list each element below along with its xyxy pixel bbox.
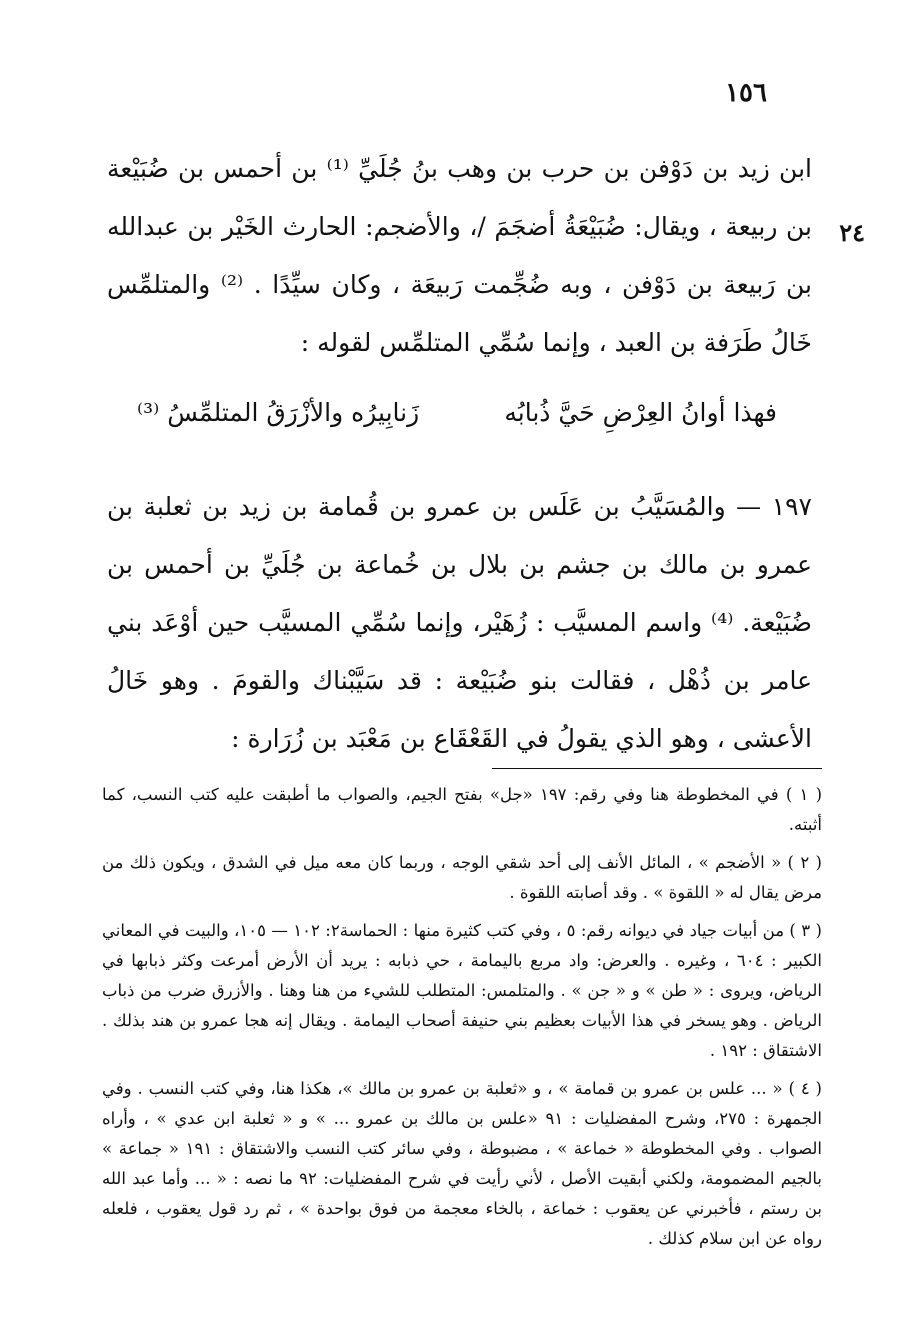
footnote-separator (492, 768, 822, 769)
paragraph-al-musayyab: ١٩٧ — والمُسَيَّبُ بن عَلَس بن عمرو بن قُمامة بن زيد بن ثعلبة بن عمرو بن مالك بن جشم بن بلال بن خُماعة بن جُلَيِّ بن أحمس بن ضُبَيْعة. ⁽⁴⁾ واسم المسيَّب : زُهَيْر، وإنما سُمِّي المسيَّب حين أوْعَد بني عامر بن ذُهْل ، فقالت بنو ضُبَيْعة : قد سَيَّبْناك والقومَ . وهو خَالُ الأعشى ، وهو الذي يقولُ في القَعْقَاع بن مَعْبَد بن زُرَارة : (107, 492, 812, 753)
page-number: ١٥٦ (725, 78, 767, 108)
footnote-3: ( ٣ ) من أبيات جياد في ديوانه رقم: ٥ ، وفي كتب كثيرة منها : الحماسة٢: ١٠٢ — ١٠٥، والبيت في المعاني الكبير : ٦٠٤ ، وغيره . والعرض: واد مربع باليمامة ، حي ذبابه : يريد أن الأرض أمرعت وكثر ذبابها في الرياض، ويروى : « طن » و « جن » . والمتلمس: المتطلب للشيء من هنا وهنا . والأزرق ضرب من ذباب الرياض . وهو يسخر في هذا الأبيات بعظيم بني حنيفة أصحاب اليمامة . ويقال إنه هجا عمرو بن هند بذلك . الاشتقاق : ١٩٢ . (102, 921, 822, 1060)
entry-197-block (107, 478, 812, 768)
paragraph-al-mutalammis: ابن زيد بن دَوْفن بن حرب بن وهب بنُ جُلَيِّ ⁽¹⁾ بن أحمس بن ضُبَيْعة بن ربيعة ، ويقال: ضُبَيْعَةُ أضجَمَ /، والأضجم: الحارث الخَيْر بن عبدالله بن رَبيعة بن دَوْفن ، وبه ضُجِّمت رَبيعَة ، وكان سيِّدًا . ⁽²⁾ والمتلمِّس خَالُ طَرَفة بن العبد ، وإنما سُمِّي المتلمِّس لقوله : (107, 154, 813, 357)
footnotes-section (102, 780, 822, 1262)
verse-first-hemistich: فهذا أوانُ العِرْضِ حَيَّ ذُبابُه (504, 398, 777, 427)
footnote-4: ( ٤ ) « ... علس بن عمرو بن قمامة » ، و «ثعلبة بن عمرو بن مالك »، هكذا هنا، وفي كتب النسب . وفي الجمهرة : ٢٧٥، وشرح المفضليات : ٩١ «علس بن مالك بن عمرو ... » و « ثعلبة ابن عدي » ، وأراه الصواب . وفي المخطوطة « خماعة » ، مضبوطة ، وفي سائر كتب النسب والاشتقاق : ١٩١ « جماعة » بالجيم المضمومة، ولكني أبقيت الأصل ، لأني رأيت في شرح المفضليات: ٩٢ ما نصه : « ... وأما عبد الله بن رستم ، فأخبرني عن يعقوب : خماعة ، بالخاء معجمة من فوق بواحدة » ، ثم رد قول يعقوب ، فلعله رواه عن ابن سلام كذلك . (102, 1079, 822, 1248)
verse-second-hemistich: زَنابِيرُه والأزْرَقُ المتلمِّسُ ⁽³⁾ (137, 398, 420, 427)
margin-line-number: ٢٤ (839, 218, 865, 247)
main-text-block (107, 140, 812, 372)
footnote-2: ( ٢ ) « الأضجم » ، المائل الأنف إلى أحد شقي الوجه ، وربما كان معه ميل في الشدق ، ويكون ذلك من مرض يقال له « اللقوة » . وقد أصابته اللقوة . (102, 853, 822, 902)
footnote-1: ( ١ ) في المخطوطة هنا وفي رقم: ١٩٧ «جل» بفتح الجيم، والصواب ما أطبقت عليه كتب النسب، كما أثبته. (102, 785, 822, 834)
poetry-verse (137, 388, 777, 438)
